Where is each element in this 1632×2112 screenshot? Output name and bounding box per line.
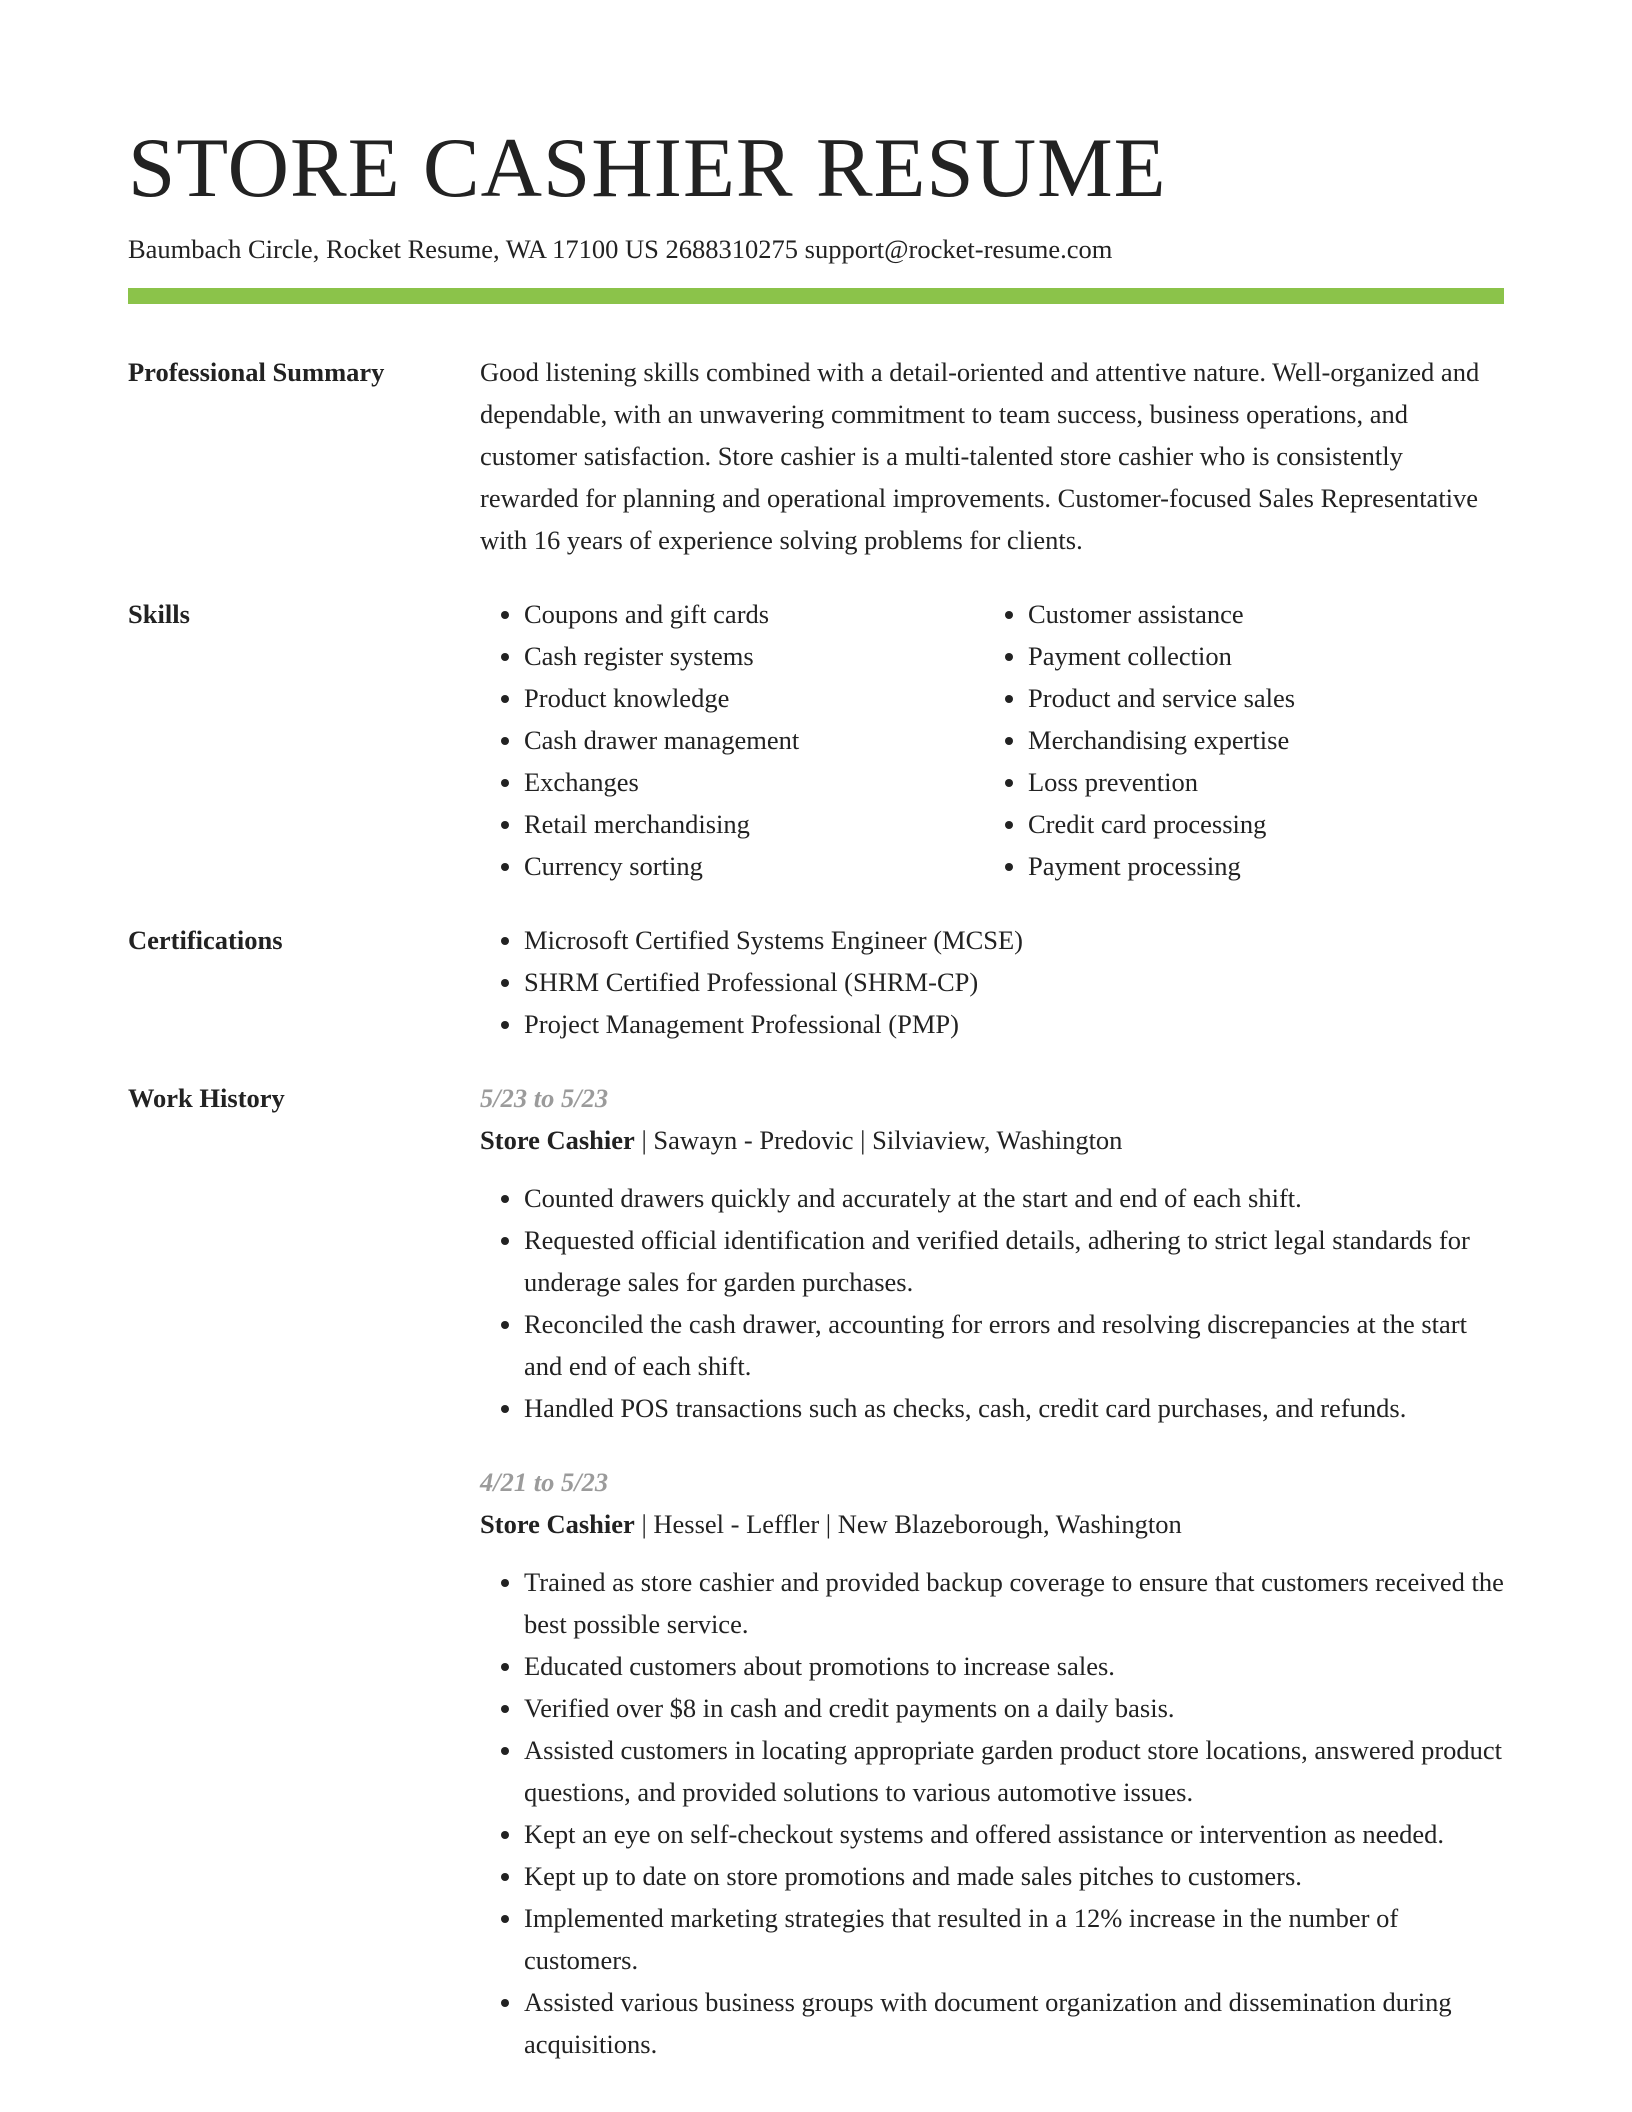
- skill-item: • Payment processing: [1028, 845, 1295, 887]
- job-bullet: • Implemented marketing strategies that resulted in a 12% increase in the number of customers.: [524, 1897, 1504, 1981]
- certifications-body: [480, 919, 1504, 1045]
- summary-section: [128, 351, 1504, 561]
- summary-text: Good listening skills combined with a detail-oriented and attentive nature. Well-organized and dependable, with an unwavering commitment to team success, business operations, and customer satisfaction. Store cashier is a multi-talented store cashier who is consistently rewarded for planning and operational improvements. Customer-focused Sales Representative with 16 years of experience solving problems for clients.: [480, 357, 1480, 555]
- job-dates: 4/21 to 5/23: [480, 1467, 609, 1497]
- job-dates: 5/23 to 5/23: [480, 1083, 609, 1113]
- job-title: Store Cashier: [480, 1125, 635, 1155]
- skill-item: • Product and service sales: [1028, 677, 1295, 719]
- job-entry: [480, 1077, 1504, 1429]
- work-history-body: [480, 1077, 1504, 2065]
- section-label-summary: Professional Summary: [128, 357, 385, 387]
- job-bullet: • Verified over $8 in cash and credit payments on a daily basis.: [524, 1687, 1504, 1729]
- job-bullet: • Kept up to date on store promotions and made sales pitches to customers.: [524, 1855, 1504, 1897]
- skill-item: • Product knowledge: [524, 677, 984, 719]
- skills-grid: [480, 593, 1504, 887]
- section-label-skills: Skills: [128, 599, 190, 629]
- skills-list-left: [480, 593, 984, 887]
- job-bullet: • Counted drawers quickly and accurately at the start and end of each shift.: [524, 1177, 1504, 1219]
- job-bullet: • Reconciled the cash drawer, accounting for errors and resolving discrepancies at the start and end of each shift.: [524, 1303, 1504, 1387]
- skills-section: [128, 593, 1504, 887]
- job-entry: [480, 1461, 1504, 2065]
- section-label-certifications: Certifications: [128, 925, 283, 955]
- job-bullet: • Handled POS transactions such as checks, cash, credit card purchases, and refunds.: [524, 1387, 1504, 1429]
- skill-item: • Cash register systems: [524, 635, 984, 677]
- skill-item: • Customer assistance: [1028, 593, 1295, 635]
- skill-item: • Retail merchandising: [524, 803, 984, 845]
- job-heading: [480, 1503, 1504, 1545]
- job-heading: [480, 1119, 1504, 1161]
- skill-item: • Exchanges: [524, 761, 984, 803]
- certification-item: • SHRM Certified Professional (SHRM-CP): [524, 961, 1504, 1003]
- job-bullets: [480, 1177, 1504, 1429]
- skill-item: • Currency sorting: [524, 845, 984, 887]
- section-label-work-history: Work History: [128, 1083, 285, 1113]
- contact-line: Baumbach Circle, Rocket Resume, WA 17100 US 2688310275 support@rocket-resume.com: [128, 234, 1113, 264]
- accent-divider: [128, 288, 1504, 304]
- job-bullets: [480, 1561, 1504, 2065]
- certifications-list: [480, 919, 1504, 1045]
- skill-item: • Payment collection: [1028, 635, 1295, 677]
- job-bullet: • Kept an eye on self-checkout systems and offered assistance or intervention as needed.: [524, 1813, 1504, 1855]
- skill-item: • Credit card processing: [1028, 803, 1295, 845]
- job-bullet: • Requested official identification and verified details, adhering to strict legal standards for underage sales for garden purchases.: [524, 1219, 1504, 1303]
- resume-title: STORE CASHIER RESUME: [128, 121, 1167, 215]
- skill-item: • Coupons and gift cards: [524, 593, 984, 635]
- job-bullet: • Assisted various business groups with document organization and dissemination during acquisitions.: [524, 1981, 1504, 2065]
- job-details: | Hessel - Leffler | New Blazeborough, Washington: [634, 1509, 1182, 1539]
- certifications-section: [128, 919, 1504, 1045]
- job-bullet: • Trained as store cashier and provided backup coverage to ensure that customers received the best possible service.: [524, 1561, 1504, 1645]
- job-details: | Sawayn - Predovic | Silviaview, Washington: [634, 1125, 1123, 1155]
- job-bullet: • Educated customers about promotions to increase sales.: [524, 1645, 1504, 1687]
- skill-item: • Merchandising expertise: [1028, 719, 1295, 761]
- skills-list-right: [984, 593, 1295, 887]
- skill-item: • Cash drawer management: [524, 719, 984, 761]
- certification-item: • Project Management Professional (PMP): [524, 1003, 1504, 1045]
- work-history-section: [128, 1077, 1504, 2065]
- certification-item: • Microsoft Certified Systems Engineer (MCSE): [524, 919, 1504, 961]
- job-title: Store Cashier: [480, 1509, 635, 1539]
- resume-page: [128, 0, 1504, 2065]
- skill-item: • Loss prevention: [1028, 761, 1295, 803]
- job-bullet: • Assisted customers in locating appropriate garden product store locations, answered product questions, and provided solutions to various automotive issues.: [524, 1729, 1504, 1813]
